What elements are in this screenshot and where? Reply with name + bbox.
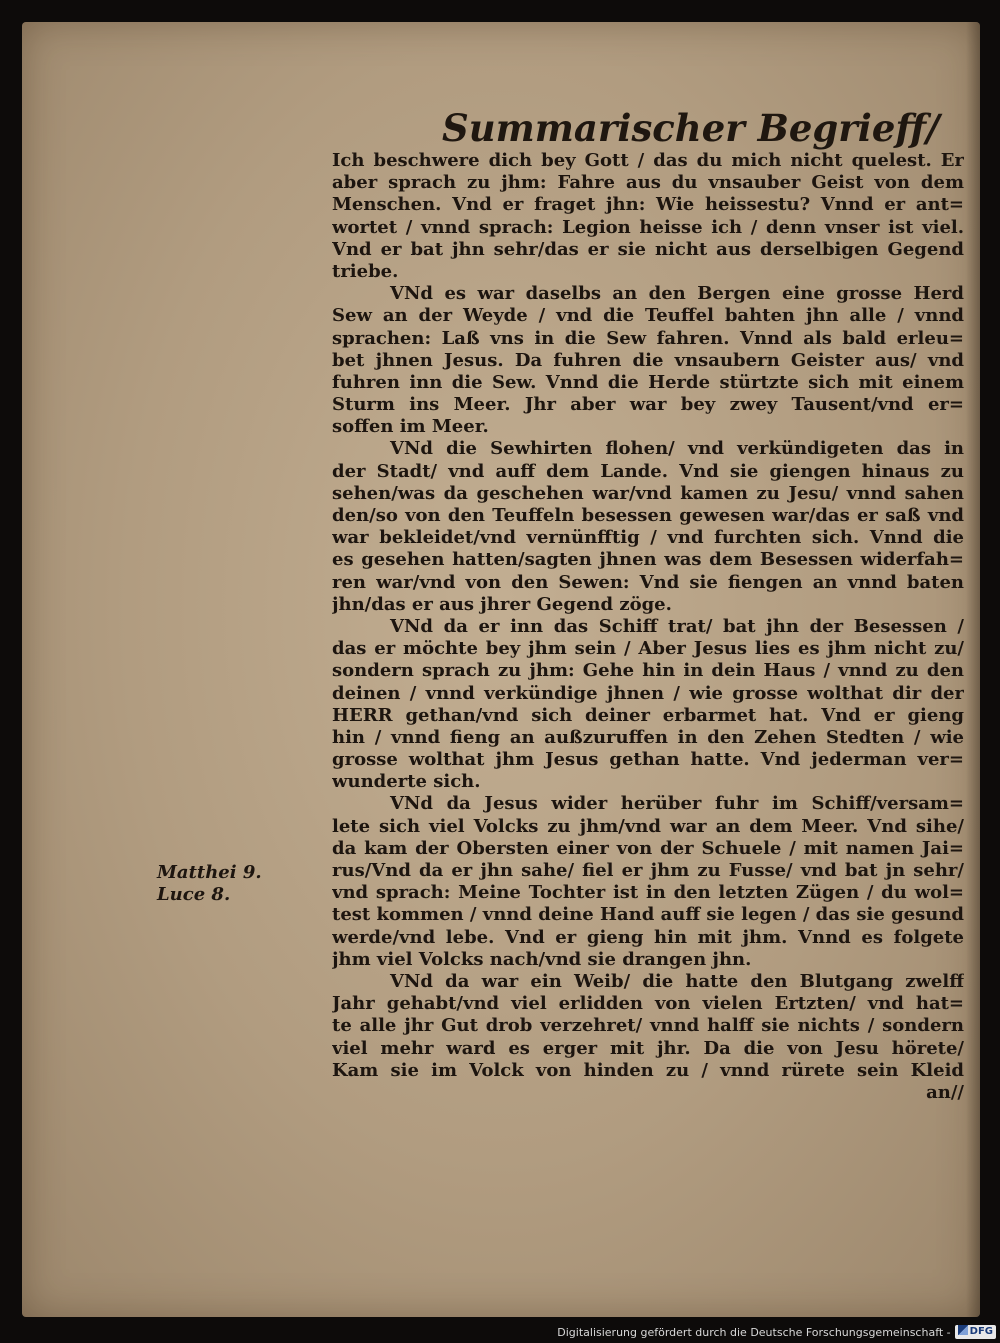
funding-footer	[557, 1324, 996, 1340]
page-edge-shadow	[966, 22, 980, 1317]
text-line: es gesehen hatten/sagten jhnen was dem Besessen widerfah=	[332, 549, 964, 571]
text-line: aber sprach zu jhm: Fahre aus du vnsauber Geist von dem	[332, 172, 964, 194]
dfg-logo-text: DFG	[969, 1326, 993, 1337]
text-line: hin / vnnd fieng an außzuruffen in den Zehen Stedten / wie	[332, 726, 964, 748]
text-line: Menschen. Vnd er fraget jhn: Wie heissestu? Vnnd er ant=	[332, 194, 964, 216]
text-line: lete sich viel Volcks zu jhm/vnd war an dem Meer. Vnd sihe/	[332, 815, 964, 837]
text-line: soffen im Meer.	[332, 416, 489, 438]
text-line: rus/Vnd da er jhn sahe/ fiel er jhm zu Fusse/ vnd bat jn sehr/	[332, 860, 964, 881]
text-line: ren war/vnd von den Sewen: Vnd sie fiengen an vnnd baten	[332, 571, 964, 593]
text-line: der Stadt/ vnd auff dem Lande. Vnd sie giengen hinaus zu	[332, 460, 964, 482]
text-line: te alle jhr Gut drob verzehret/ vnnd halff sie nichts / sondern	[332, 1015, 964, 1037]
text-line: viel mehr ward es erger mit jhr. Da die von Jesu hörete/	[332, 1037, 964, 1059]
text-line: werde/vnd lebe. Vnd er gieng hin mit jhm. Vnnd es folgete	[332, 926, 964, 948]
funding-text: Digitalisierung gefördert durch die Deutsche Forschungsgemeinschaft -	[557, 1325, 951, 1339]
text-line: jhn/das er aus jhrer Gegend zöge.	[332, 593, 672, 615]
text-line: VNd es war daselbs an den Bergen eine grosse Herd	[390, 283, 964, 305]
marginal-note	[157, 862, 307, 906]
text-line: grosse wolthat jhm Jesus gethan hatte. Vnd jederman ver=	[332, 749, 964, 771]
text-line: fuhren inn die Sew. Vnnd die Herde stürtzte sich mit einem	[332, 371, 964, 393]
text-line: da kam der Obersten einer von der Schuele / mit namen Jai=	[332, 837, 964, 859]
body-text	[332, 150, 964, 1104]
text-line: test kommen / vnnd deine Hand auff sie legen / das sie gesund	[332, 904, 964, 926]
text-line: VNd da war ein Weib/ die hatte den Blutgang zwelff	[390, 970, 964, 992]
text-line: den/so von den Teuffeln besessen gewesen war/das er saß vnd	[332, 505, 964, 526]
dfg-logo-icon	[958, 1325, 968, 1335]
text-line: jhm viel Volcks nach/vnd sie drangen jhn.	[332, 948, 752, 970]
text-line: wortet / vnnd sprach: Legion heisse ich / denn vnser ist viel.	[332, 216, 964, 238]
running-head: Summarischer Begrieff/	[442, 106, 940, 150]
text-line: VNd die Sewhirten flohen/ vnd verkündigeten das in	[390, 438, 964, 460]
text-line: bet jhnen Jesus. Da fuhren die vnsaubern Geister aus/ vnd	[332, 349, 964, 371]
book-page	[22, 22, 980, 1317]
marginal-note-line: Matthei 9.	[157, 862, 262, 883]
text-line: an//	[926, 1081, 964, 1103]
text-line: deinen / vnnd verkündige jhnen / wie grosse wolthat dir der	[332, 682, 964, 704]
text-line: HERR gethan/vnd sich deiner erbarmet hat. Vnd er gieng	[332, 704, 964, 726]
text-line: VNd da er inn das Schiff trat/ bat jhn der Besessen /	[390, 615, 964, 637]
marginal-note-line: Luce 8.	[157, 884, 231, 905]
text-line: sondern sprach zu jhm: Gehe hin in dein Haus / vnnd zu den	[332, 660, 964, 682]
text-line: Jahr gehabt/vnd viel erlidden von vielen Ertzten/ vnd hat=	[332, 993, 964, 1015]
text-line: Vnd er bat jhn sehr/das er sie nicht aus derselbigen Gegend	[332, 238, 964, 260]
text-line: sehen/was da geschehen war/vnd kamen zu Jesu/ vnnd sahen	[332, 482, 964, 504]
text-line: Sturm ins Meer. Jhr aber war bey zwey Tausent/vnd er=	[332, 394, 964, 416]
text-line: Ich beschwere dich bey Gott / das du mich nicht quelest. Er	[332, 150, 964, 171]
text-line: Kam sie im Volck von hinden zu / vnnd rürete sein Kleid	[332, 1059, 964, 1081]
text-line: das er möchte bey jhm sein / Aber Jesus lies es jhm nicht zu/	[332, 638, 964, 660]
text-line: sprachen: Laß vns in die Sew fahren. Vnnd als bald erleu=	[332, 327, 964, 349]
text-line: Sew an der Weyde / vnd die Teuffel bahten jhn alle / vnnd	[332, 305, 964, 327]
text-line: vnd sprach: Meine Tochter ist in den letzten Zügen / du wol=	[332, 882, 964, 904]
text-line: triebe.	[332, 260, 399, 282]
text-line: war bekleidet/vnd vernünfftig / vnd furchten sich. Vnnd die	[332, 527, 964, 549]
text-line: VNd da Jesus wider herüber fuhr im Schiff/versam=	[390, 793, 964, 815]
text-line: wunderte sich.	[332, 771, 481, 793]
dfg-logo	[955, 1325, 996, 1339]
